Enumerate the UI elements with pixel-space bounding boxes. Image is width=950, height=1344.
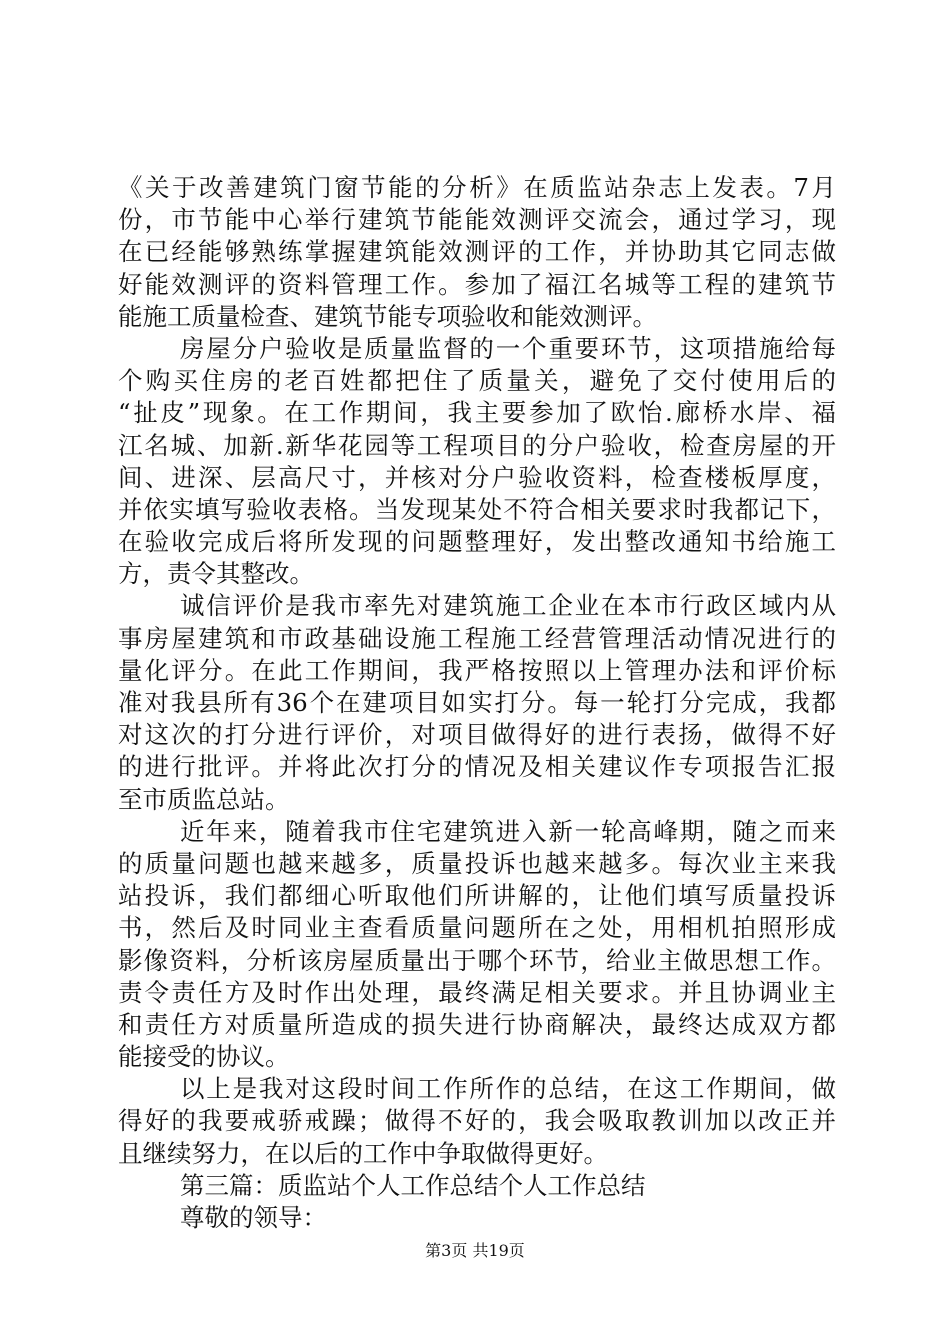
paragraph-line: 份，市节能中心举行建筑节能能效测评交流会，通过学习，现 <box>118 205 836 235</box>
page-footer: 第3页 共19页 <box>425 1241 525 1260</box>
paragraph <box>118 1202 836 1234</box>
paragraph-line: 影像资料，分析该房屋质量出于哪个环节，给业主做思想工作。 <box>118 945 836 975</box>
paragraph <box>118 1170 836 1202</box>
paragraph-line: 对这次的打分进行评价，对项目做得好的进行表扬，做得不好 <box>118 720 836 750</box>
paragraph-line: 准对我县所有36个在建项目如实打分。每一轮打分完成，我都 <box>118 688 836 717</box>
paragraph-line: “扯皮”现象。在工作期间，我主要参加了欧怡.廊桥水岸、福 <box>118 398 836 428</box>
paragraph-line: 近年来，随着我市住宅建筑进入新一轮高峰期，随之而来 <box>180 816 836 846</box>
paragraph-line: 在已经能够熟练掌握建筑能效测评的工作，并协助其它同志做 <box>118 237 836 267</box>
paragraph-line: 站投诉，我们都细心听取他们所讲解的，让他们填写质量投诉 <box>118 881 836 911</box>
paragraph-line: 江名城、加新.新华花园等工程项目的分户验收，检查房屋的开 <box>118 430 836 460</box>
paragraph-line: 事房屋建筑和市政基础设施工程施工经营管理活动情况进行的 <box>118 623 836 653</box>
paragraph-line: 诚信评价是我市率先对建筑施工企业在本市行政区域内从 <box>180 591 836 621</box>
paragraph-line: 和责任方对质量所造成的损失进行协商解决，最终达成双方都 <box>118 1009 836 1039</box>
paragraph-line: 好能效测评的资料管理工作。参加了福江名城等工程的建筑节 <box>118 269 836 299</box>
paragraph-line: 且继续努力，在以后的工作中争取做得更好。 <box>118 1138 608 1168</box>
paragraph-line: 书，然后及时同业主查看质量问题所在之处，用相机拍照形成 <box>118 913 836 943</box>
paragraph-line: 方，责令其整改。 <box>118 559 314 589</box>
paragraph-line: 至市质监总站。 <box>118 784 290 814</box>
paragraph-line: 第三篇：质监站个人工作总结个人工作总结 <box>180 1170 646 1200</box>
paragraph-line: 在验收完成后将所发现的问题整理好，发出整改通知书给施工 <box>118 527 836 557</box>
paragraph-line: 间、进深、层高尺寸，并核对分户验收资料，检查楼板厚度， <box>118 462 836 492</box>
paragraph-line: 的质量问题也越来越多，质量投诉也越来越多。每次业主来我 <box>118 848 836 878</box>
paragraph-line: 量化评分。在此工作期间，我严格按照以上管理办法和评价标 <box>118 655 836 685</box>
paragraph-line: 尊敬的领导： <box>180 1203 327 1232</box>
paragraph-line: 能施工质量检查、建筑节能专项验收和能效测评。 <box>118 301 657 331</box>
paragraph <box>118 172 836 333</box>
paragraph-line: 能接受的协议。 <box>118 1042 290 1072</box>
paragraph <box>118 590 836 815</box>
paragraph-line: 个购买住房的老百姓都把住了质量关，避免了交付使用后的 <box>118 366 836 396</box>
paragraph-line: 《关于改善建筑门窗节能的分析》在质监站杂志上发表。7月 <box>118 173 836 202</box>
document-body <box>118 172 836 1234</box>
paragraph <box>118 1073 836 1170</box>
paragraph-line: 并依实填写验收表格。当发现某处不符合相关要求时我都记下， <box>118 494 836 524</box>
paragraph <box>118 816 836 1074</box>
paragraph <box>118 333 836 591</box>
paragraph-line: 以上是我对这段时间工作所作的总结，在这工作期间，做 <box>180 1074 836 1104</box>
paragraph-line: 责令责任方及时作出处理，最终满足相关要求。并且协调业主 <box>118 977 836 1007</box>
paragraph-line: 房屋分户验收是质量监督的一个重要环节，这项措施给每 <box>180 333 836 363</box>
paragraph-line: 的进行批评。并将此次打分的情况及相关建议作专项报告汇报 <box>118 752 836 782</box>
paragraph-line: 得好的我要戒骄戒躁；做得不好的，我会吸取教训加以改正并 <box>118 1106 836 1136</box>
